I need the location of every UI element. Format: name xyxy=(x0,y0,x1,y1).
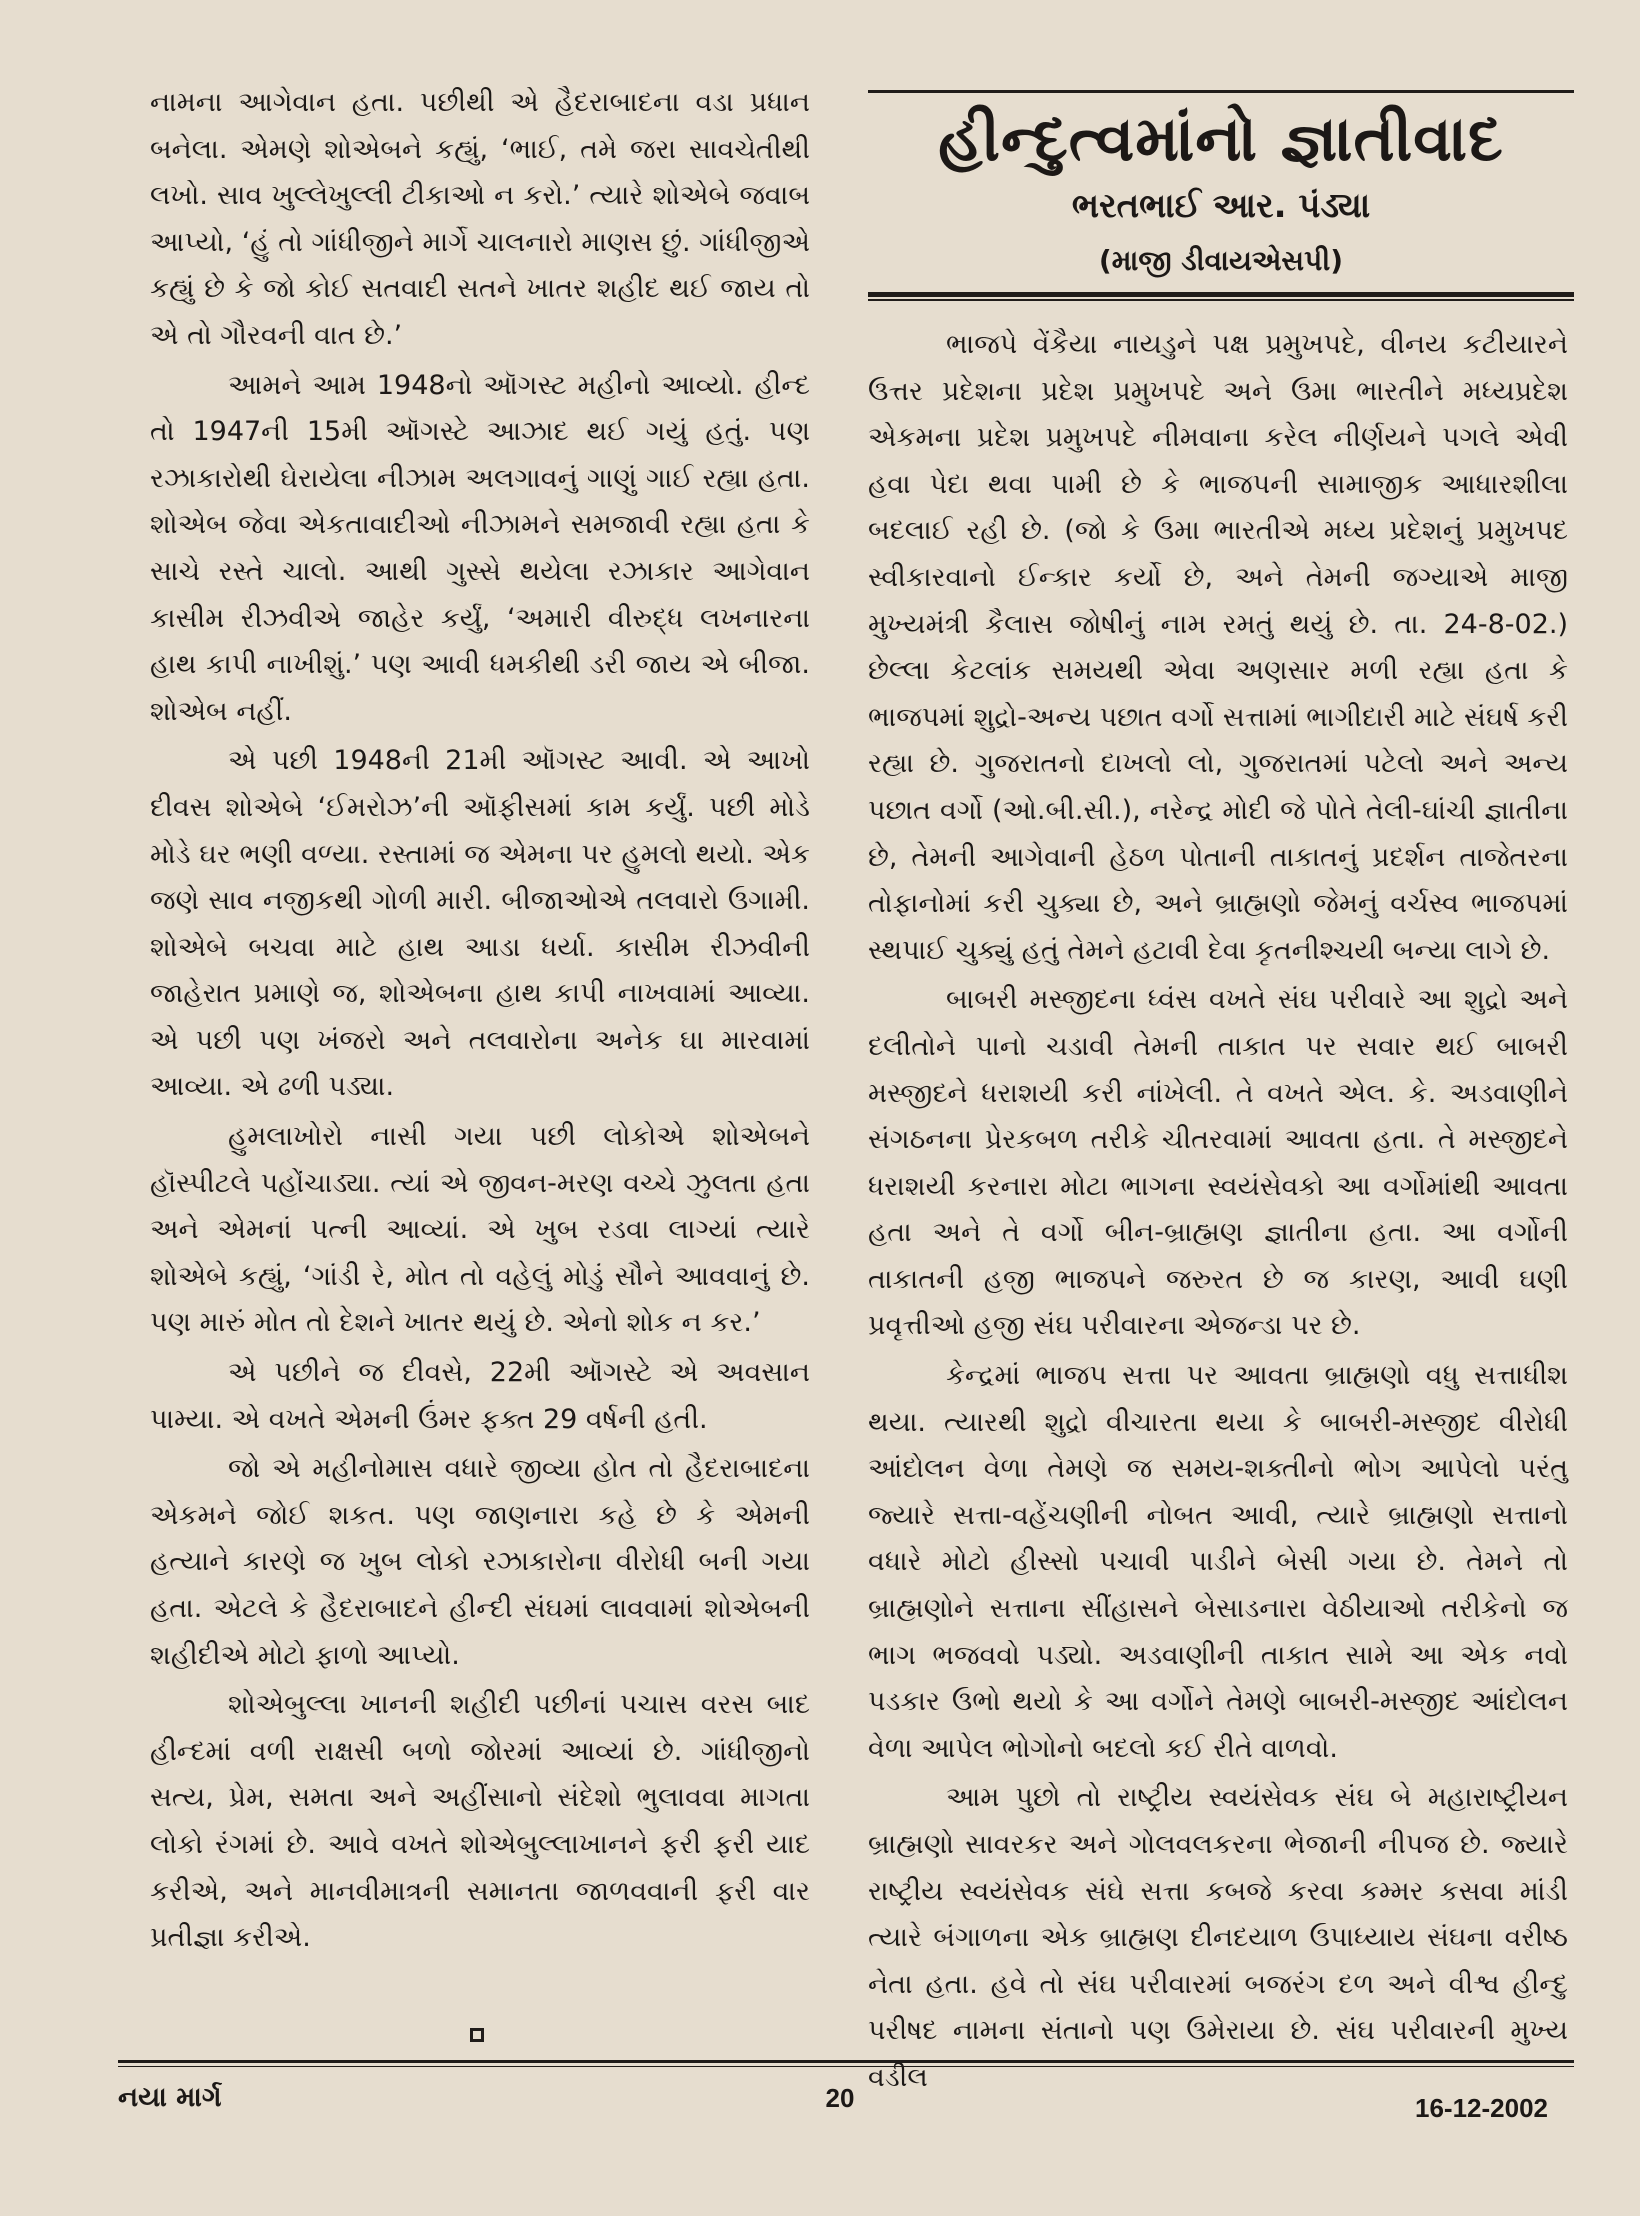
paragraph: શોએબુલ્લા ખાનની શહીદી પછીનાં પચાસ વરસ બાદ હીન્દમાં વળી રાક્ષસી બળો જોરમાં આવ્યાં છે. ગાંધીજીનો સત્ય, પ્રેમ, સમતા અને અહીંસાનો સંદેશો ભુલાવવા માગતા લોકો રંગમાં છે. આવે વખતે શોએબુલ્લાખાનને ફરી ફરી યાદ કરીએ, અને માનવીમાત્રની સમાનતા જાળવવાની ફરી વાર પ્રતીજ્ઞા કરીએ. xyxy=(150,1689,810,1954)
paragraph: ભાજપે વેંકૈયા નાયડુને પક્ષ પ્રમુખપદે, વીનય કટીયારને ઉત્તર પ્રદેશના પ્રદેશ પ્રમુખપદે અને ઉમા ભારતીને મધ્યપ્રદેશ એકમના પ્રદેશ પ્રમુખપદે નીમવાના કરેલ નીર્ણયને પગલે એવી હવા પેદા થવા પામી છે કે ભાજપની સામાજીક આધારશીલા બદલાઈ રહી છે. (જો કે ઉમા ભારતીએ મધ્ય પ્રદેશનું પ્રમુખપદ સ્વીકારવાનો ઈન્કાર કર્યો છે, અને તેમની જગ્યાએ માજી મુખ્યમંત્રી કૈલાસ જોષીનું નામ રમતું થયું છે. તા. 24-8-02.) છેલ્લા કેટલાંક સમયથી એવા અણસાર મળી રહ્યા હતા કે ભાજપમાં શુદ્રો-અન્ય પછાત વર્ગો સત્તામાં ભાગીદારી માટે સંઘર્ષ કરી રહ્યા છે. ગુજરાતનો દાખલો લો, ગુજરાતમાં પટેલો અને અન્ય પછાત વર્ગો (ઓ.બી.સી.), નરેન્દ્ર મોદી જે પોતે તેલી-ઘાંચી જ્ઞાતીના છે, તેમની આગેવાની હેઠળ પોતાની તાકાતનું પ્રદર્શન તાજેતરના તોફાનોમાં કરી ચુક્યા છે, અને બ્રાહ્મણો જેમનું વર્ચસ્વ ભાજપમાં સ્થપાઈ ચુક્યું હતું તેમને હટાવી દેવા કૃતનીશ્ચયી બન્યા લાગે છે. xyxy=(868,329,1568,966)
paragraph: આમને આમ 1948નો ઑગસ્ટ મહીનો આવ્યો. હીન્દ તો 1947ની 15મી ઑગસ્ટે આઝાદ થઈ ગયું હતું. પણ રઝાકારોથી ઘેરાયેલા નીઝામ અલગાવનું ગાણું ગાઈ રહ્યા હતા. શોએબ જેવા એકતાવાદીઓ નીઝામને સમજાવી રહ્યા હતા કે સાચે રસ્તે ચાલો. આથી ગુસ્સે થયેલા રઝાકાર આગેવાન કાસીમ રીઝવીએ જાહેર કર્યું, ‘અમારી વીરુદ્ધ લખનારના હાથ કાપી નાખીશું.’ પણ આવી ધમકીથી ડરી જાય એ બીજા. શોએબ નહીં. xyxy=(150,369,810,727)
footer-rule-thin xyxy=(118,2066,1574,2067)
paragraph: એ પછીને જ દીવસે, 22મી ઑગસ્ટે એ અવસાન પામ્યા. એ વખતે એમની ઉંમર ફક્ત 29 વર્ષની હતી. xyxy=(150,1357,810,1435)
article-title: હીન્દુત્વમાંનો જ્ઞાતીવાદ xyxy=(938,102,1504,175)
article-end-mark xyxy=(470,2028,484,2042)
header-rule xyxy=(868,90,1574,93)
paragraph: કેન્દ્રમાં ભાજપ સત્તા પર આવતા બ્રાહ્મણો વધુ સત્તાધીશ થયા. ત્યારથી શુદ્રો વીચારતા થયા કે બાબરી-મસ્જીદ વીરોધી આંદોલન વેળા તેમણે જ સમય-શક્તીનો ભોગ આપેલો પરંતુ જ્યારે સત્તા-વહેંચણીની નોબત આવી, ત્યારે બ્રાહ્મણો સત્તાનો વધારે મોટો હીસ્સો પચાવી પાડીને બેસી ગયા છે. તેમને તો બ્રાહ્મણોને સત્તાના સીંહાસને બેસાડનારા વેઠીયાઓ તરીકેનો જ ભાગ ભજવવો પડ્યો. અડવાણીની તાકાત સામે આ એક નવો પડકાર ઉભો થયો કે આ વર્ગોને તેમણે બાબરી-મસ્જીદ આંદોલન વેળા આપેલ ભોગોનો બદલો કઈ રીતે વાળવો. xyxy=(868,1360,1568,1764)
author-designation: (માજી ડીવાયએસપી) xyxy=(1098,244,1344,277)
footer-rule xyxy=(118,2060,1574,2063)
paragraph: હુમલાખોરો નાસી ગયા પછી લોકોએ શોએબને હૉસ્પીટલે પહોંચાડ્યા. ત્યાં એ જીવન-મરણ વચ્ચે ઝુલતા હતા અને એમનાં પત્ની આવ્યાં. એ ખુબ રડવા લાગ્યાં ત્યારે શોએબે કહ્યું, ‘ગાંડી રે, મોત તો વહેલું મોડું સૌને આવવાનું છે. પણ મારું મોત તો દેશને ખાતર થયું છે. એનો શોક ન કર.’ xyxy=(150,1121,810,1339)
publication-name: નયા માર્ગ xyxy=(118,2082,222,2113)
issue-date: 16-12-2002 xyxy=(1415,2093,1548,2123)
left-column xyxy=(150,80,810,1965)
paragraph: નામના આગેવાન હતા. પછીથી એ હૈદરાબાદના વડા પ્રધાન બનેલા. એમણે શોએબને કહ્યું, ‘ભાઈ, તમે જરા સાવચેતીથી લખો. સાવ ખુલ્લેખુલ્લી ટીકાઓ ન કરો.’ ત્યારે શોએબે જવાબ આપ્યો, ‘હું તો ગાંધીજીને માર્ગે ચાલનારો માણસ છું. ગાંધીજીએ કહ્યું છે કે જો કોઈ સતવાદી સતને ખાતર શહીદ થઈ જાય તો એ તો ગૌરવની વાત છે.’ xyxy=(150,87,810,351)
right-column xyxy=(868,322,1568,2105)
paragraph: બાબરી મસ્જીદના ધ્વંસ વખતે સંઘ પરીવારે આ શુદ્રો અને દલીતોને પાનો ચડાવી તેમની તાકાત પર સવાર થઈ બાબરી મસ્જીદને ધરાશયી કરી નાંખેલી. તે વખતે એલ. કે. અડવાણીને સંગઠનના પ્રેરકબળ તરીકે ચીતરવામાં આવતા હતા. તે મસ્જીદને ધરાશયી કરનારા મોટા ભાગના સ્વયંસેવકો આ વર્ગોમાંથી આવતા હતા અને તે વર્ગો બીન-બ્રાહ્મણ જ્ઞાતીના હતા. આ વર્ગોની તાકાતની હજી ભાજપને જરુરત છે જ કારણ, આવી ઘણી પ્રવૃત્તીઓ હજી સંઘ પરીવારના એજન્ડા પર છે. xyxy=(868,984,1568,1342)
page-number: 20 xyxy=(825,2083,855,2113)
paragraph: એ પછી 1948ની 21મી ઑગસ્ટ આવી. એ આખો દીવસ શોએબે ‘ઈમરોઝ’ની ઑફીસમાં કામ કર્યું. પછી મોડે મોડે ઘર ભણી વળ્યા. રસ્તામાં જ એમના પર હુમલો થયો. એક જણે સાવ નજીકથી ગોળી મારી. બીજાઓએ તલવારો ઉગામી. શોએબે બચવા માટે હાથ આડા ધર્યા. કાસીમ રીઝવીની જાહેરાત પ્રમાણે જ, શોએબના હાથ કાપી નાખવામાં આવ્યા. એ પછી પણ ખંજરો અને તલવારોના અનેક ઘા મારવામાં આવ્યા. એ ઢળી પડ્યા. xyxy=(150,745,810,1103)
header-double-rule xyxy=(868,292,1574,301)
paragraph: આમ પુછો તો રાષ્ટ્રીય સ્વયંસેવક સંઘ બે મહારાષ્ટ્રીયન બ્રાહ્મણો સાવરકર અને ગોલવલકરના ભેજાની નીપજ છે. જ્યારે રાષ્ટ્રીય સ્વયંસેવક સંઘે સત્તા કબજે કરવા કમ્મર કસવા માંડી ત્યારે બંગાળના એક બ્રાહ્મણ દીનદયાળ ઉપાધ્યાય સંઘના વરીષ્ઠ નેતા હતા. હવે તો સંઘ પરીવારમાં બજરંગ દળ અને વીશ્વ હીન્દુ પરીષદ નામના સંતાનો પણ ઉમેરાયા છે. સંઘ પરીવારની મુખ્ય વડીલ xyxy=(868,1782,1568,2093)
article-author: ભરતભાઈ આર. પંડ્યા xyxy=(1071,186,1371,226)
paragraph: જો એ મહીનોમાસ વધારે જીવ્યા હોત તો હૈદરાબાદના એકમને જોઈ શકત. પણ જાણનારા કહે છે કે એમની હત્યાને કારણે જ ખુબ લોકો રઝાકારોના વીરોધી બની ગયા હતા. એટલે કે હૈદરાબાદને હીન્દી સંઘમાં લાવવામાં શોએબની શહીદીએ મોટો ફાળો આપ્યો. xyxy=(150,1453,810,1671)
